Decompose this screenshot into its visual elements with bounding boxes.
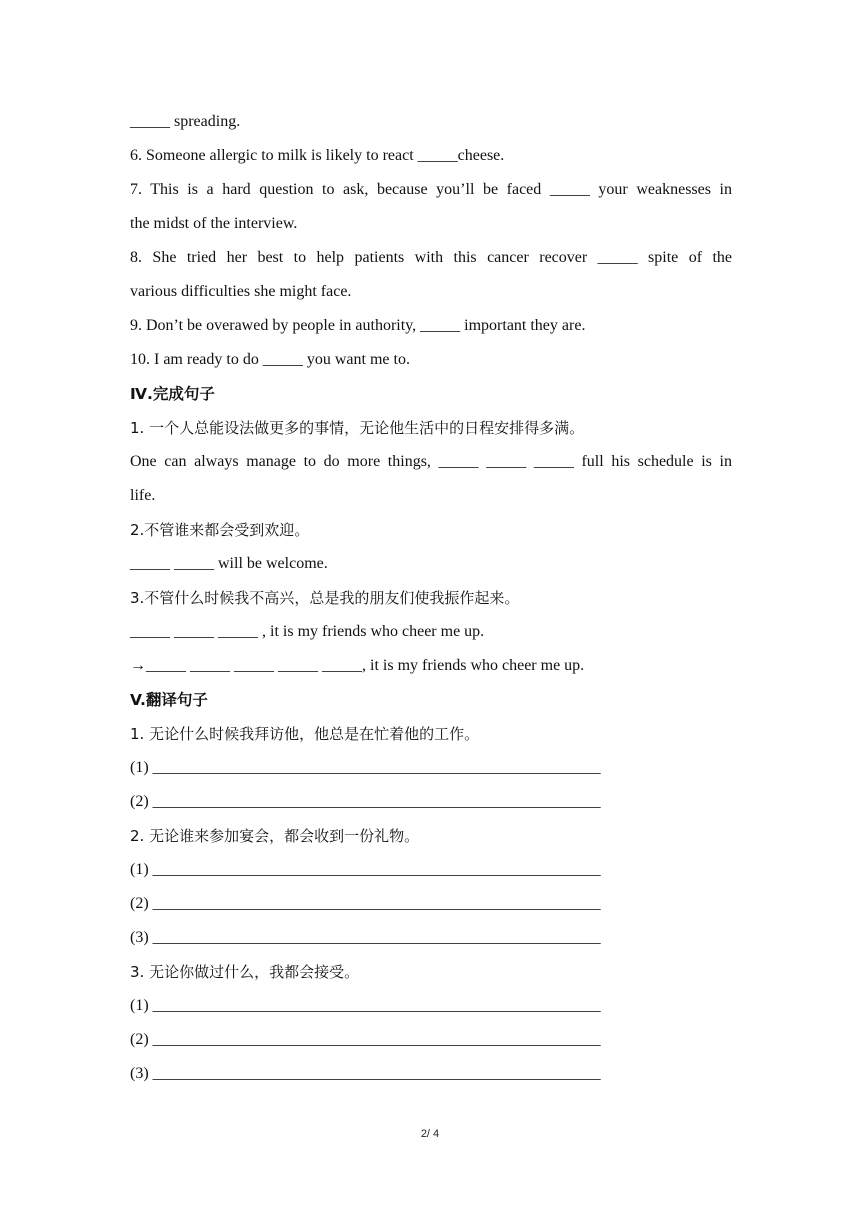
question-10: 10. I am ready to do _____ you want me to. (130, 351, 410, 368)
question-7-line-2: the midst of the interview. (130, 215, 298, 232)
answer-line: (1) ________________________________________________________ (130, 861, 601, 878)
question-9: 9. Don’t be overawed by people in authority, _____ important they are. (130, 317, 586, 334)
section-v-heading: V.翻译句子 (130, 691, 208, 709)
question-6: 6. Someone allergic to milk is likely to react _____cheese. (130, 147, 505, 164)
answer-line: (1) ________________________________________________________ (130, 997, 601, 1014)
section-iv-q2-english: _____ _____ will be welcome. (130, 555, 328, 572)
page-content (130, 107, 732, 1093)
question-8-line-2: various difficulties she might face. (130, 283, 352, 300)
answer-line: (2) ________________________________________________________ (130, 793, 601, 810)
question-8-line-1: 8. She tried her best to help patients with this cancer recover _____ spite of the (130, 249, 732, 266)
section-iv-heading: Ⅳ.完成句子 (130, 385, 215, 403)
answer-line: (2) ________________________________________________________ (130, 1031, 601, 1048)
section-iv-q3-english: _____ _____ _____ , it is my friends who cheer me up. (130, 623, 485, 640)
answer-line: (3) ________________________________________________________ (130, 1065, 601, 1082)
answer-line: (2) ________________________________________________________ (130, 895, 601, 912)
section-v-q3-chinese: 3. 无论你做过什么，我都会接受。 (130, 963, 360, 981)
section-iv-q1-english-line-1: One can always manage to do more things, _____ _____ _____ full his schedule is in (130, 453, 732, 470)
section-iv-q2-chinese: 2.不管谁来都会受到欢迎。 (130, 521, 310, 539)
answer-line: (1) ________________________________________________________ (130, 759, 601, 776)
page-number: 2/ 4 (420, 1128, 440, 1140)
section-v-q1-chinese: 1. 无论什么时候我拜访他，他总是在忙着他的工作。 (130, 725, 480, 743)
question-5-tail: _____ spreading. (130, 113, 241, 130)
section-v-q2-chinese: 2. 无论谁来参加宴会，都会收到一份礼物。 (130, 827, 420, 845)
section-iv-q1-chinese: 1. 一个人总能设法做更多的事情，无论他生活中的日程安排得多满。 (130, 419, 585, 437)
section-iv-q3-chinese: 3.不管什么时候我不高兴，总是我的朋友们使我振作起来。 (130, 589, 520, 607)
question-7-line-1: 7. This is a hard question to ask, because you’ll be faced _____ your weaknesses in (130, 181, 732, 198)
answer-line: (3) ________________________________________________________ (130, 929, 601, 946)
section-iv-q1-english-line-2: life. (130, 487, 156, 504)
section-iv-q3-english-alt: →_____ _____ _____ _____ _____, it is my friends who cheer me up. (130, 657, 585, 674)
